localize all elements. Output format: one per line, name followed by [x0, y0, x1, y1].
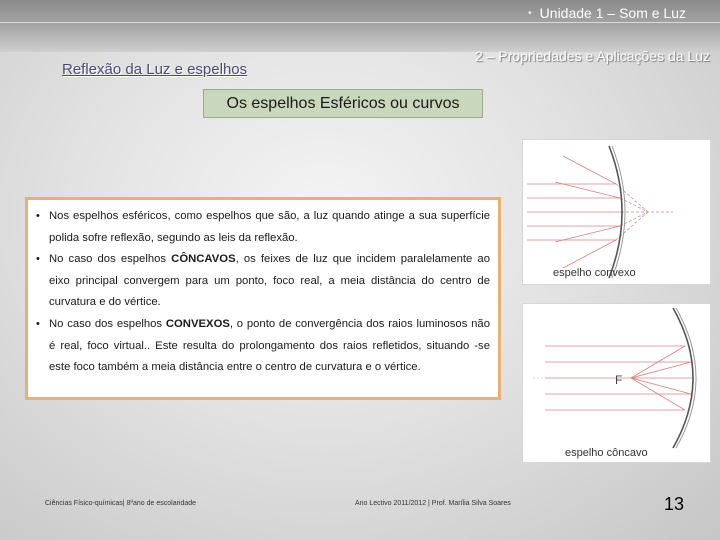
- subtitle: 2 – Propriedades e Aplicações da Luz: [474, 48, 710, 64]
- convex-caption: espelho convexo: [553, 267, 636, 279]
- section-title: Reflexão da Luz e espelhos: [62, 61, 248, 78]
- focus-label: F: [615, 373, 623, 387]
- convex-mirror-figure: [522, 139, 711, 285]
- item-text: , o ponto de convergência dos raios luminosos não é real, foco virtual.. Este resulta do prolongamento dos raios refletidos, situando -se este foco também a meia distância entre o centro de curvatura e o vértice.: [49, 317, 490, 374]
- reflected-ray: [631, 362, 691, 378]
- item-text: , os feixes de luz que incidem paralelamente ao eixo principal convergem para um ponto, foco real, a meia distância do centro de curvatura e do vértice.: [49, 253, 490, 309]
- concave-caption: espelho côncavo: [565, 447, 648, 459]
- page-number: 13: [664, 494, 685, 514]
- reflected-ray: [563, 240, 616, 268]
- bullet-icon: •: [528, 8, 532, 19]
- unit-title: [528, 5, 686, 21]
- convex-mirror-diagram: [523, 140, 712, 286]
- concave-mirror-figure: [522, 303, 711, 463]
- reflected-ray: [563, 156, 616, 184]
- item-bold: CONVEXOS: [165, 317, 230, 330]
- header-divider: [0, 22, 720, 23]
- concave-mirror-diagram: [523, 304, 712, 464]
- list-item: [36, 249, 490, 314]
- list-item: [36, 206, 490, 249]
- text-list: [36, 206, 490, 379]
- footer-course: Ciências Físico-químicas| 8ºano de escolaridade: [45, 500, 197, 507]
- item-text: No caso dos espelhos: [49, 253, 172, 266]
- text-box: [25, 197, 501, 400]
- incident-rays: [527, 184, 621, 240]
- topic-box: Os espelhos Esféricos ou curvos: [203, 89, 483, 118]
- reflected-ray: [631, 378, 691, 394]
- list-item: [36, 314, 490, 379]
- unit-title-text: Unidade 1 – Som e Luz: [539, 5, 686, 21]
- item-text: Nos espelhos esféricos, como espelhos que são, a luz quando atinge a sua superfície polida sofre reflexão, segundo as leis da reflexão.: [49, 210, 490, 244]
- footer-author: Ano Lectivo 2011/2012 | Prof. Marília Silva Soares: [355, 500, 511, 507]
- item-bold: CÔNCAVOS: [171, 253, 236, 266]
- item-text: No caso dos espelhos: [49, 317, 166, 330]
